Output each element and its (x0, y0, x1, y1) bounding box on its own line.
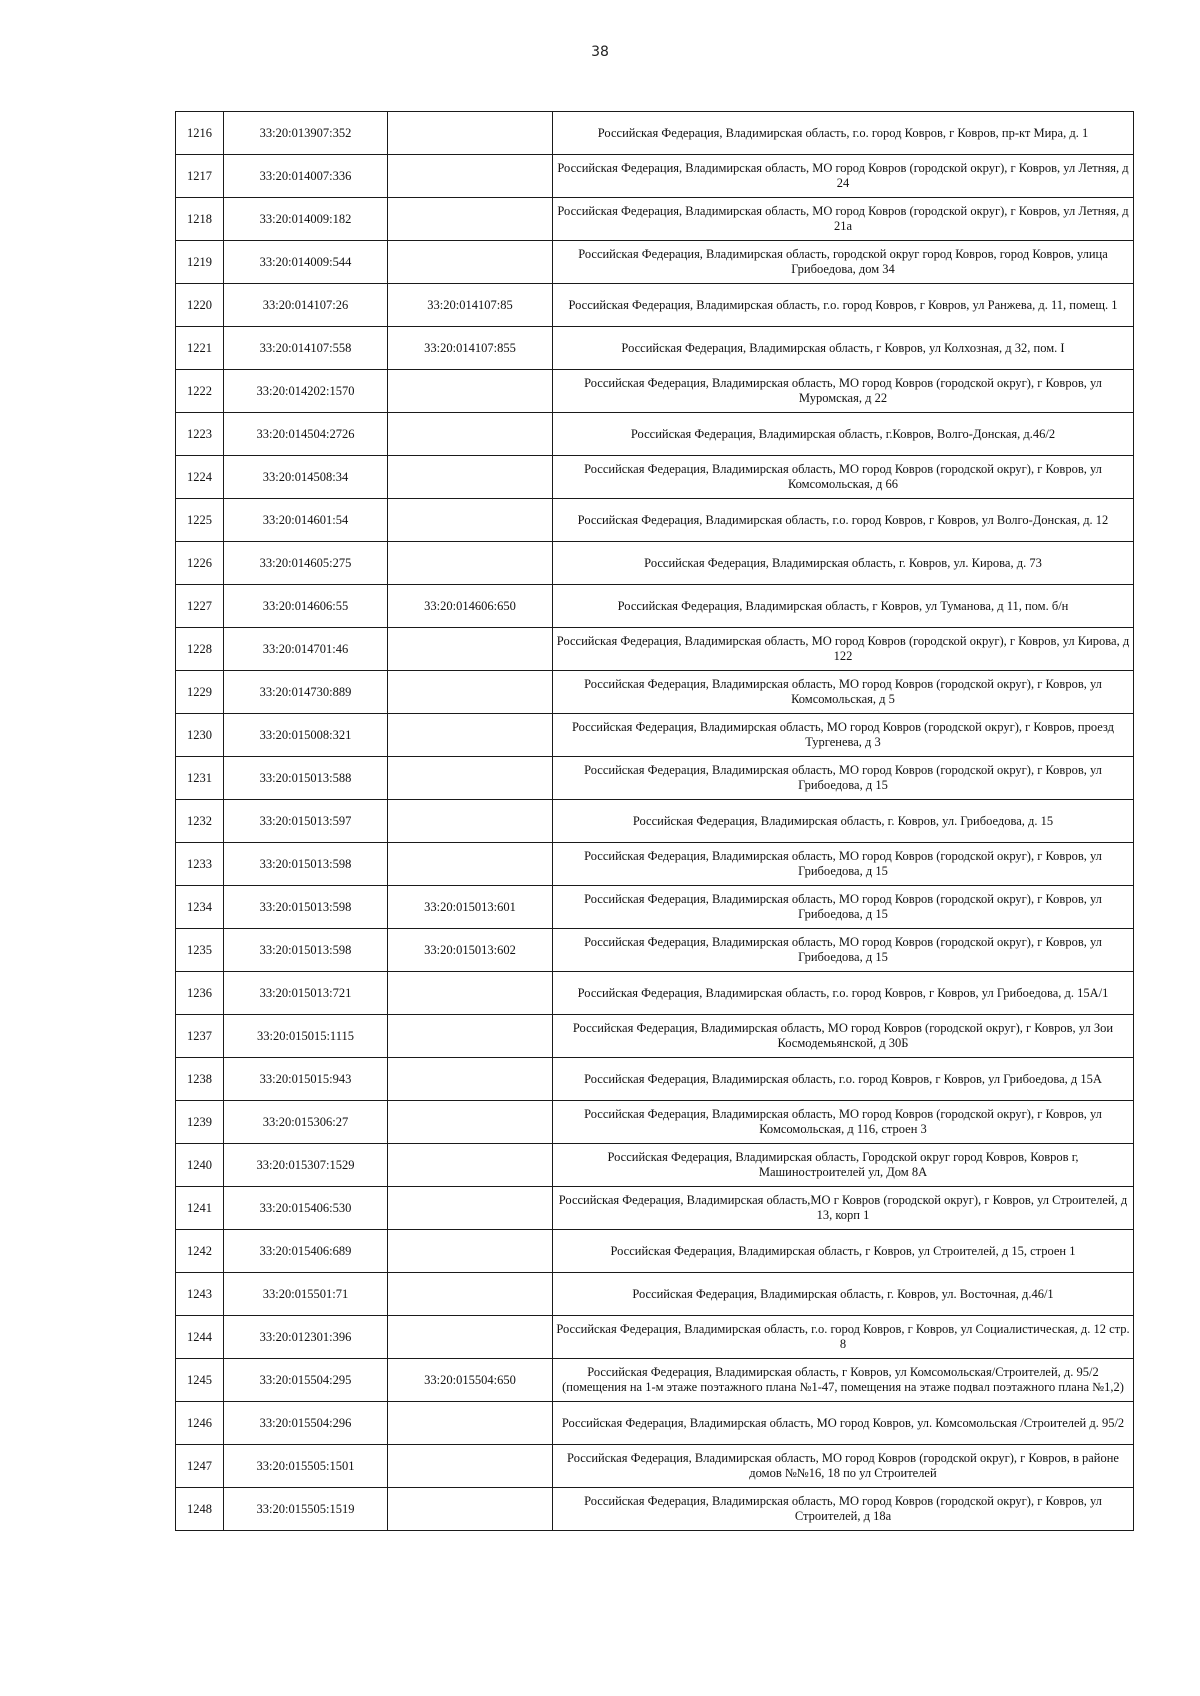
premises-cadastral-cell: 33:20:015504:650 (388, 1359, 553, 1402)
premises-cadastral-cell (388, 714, 553, 757)
address-cell: Российская Федерация, Владимирская область, г.о. город Ковров, г Ковров, ул Грибоедова, д 15А (553, 1058, 1134, 1101)
cadastral-number-cell: 33:20:015008:321 (224, 714, 388, 757)
address-cell: Российская Федерация, Владимирская область, МО город Ковров (городской округ), г Ковров, ул Кирова, д 122 (553, 628, 1134, 671)
table-row (176, 413, 1134, 456)
cadastral-number-cell: 33:20:015504:296 (224, 1402, 388, 1445)
address-cell: Российская Федерация, Владимирская область, г Ковров, ул Строителей, д 15, строен 1 (553, 1230, 1134, 1273)
cadastral-number-cell: 33:20:014601:54 (224, 499, 388, 542)
row-number-cell: 1221 (176, 327, 224, 370)
cadastral-number-cell: 33:20:014730:889 (224, 671, 388, 714)
address-cell: Российская Федерация, Владимирская область, МО город Ковров (городской округ), г Ковров, в районе домов №№16, 18 по ул Строителей (553, 1445, 1134, 1488)
premises-cadastral-cell (388, 843, 553, 886)
premises-cadastral-cell (388, 1488, 553, 1531)
row-number-cell: 1234 (176, 886, 224, 929)
row-number-cell: 1248 (176, 1488, 224, 1531)
table-row (176, 241, 1134, 284)
table-row (176, 1273, 1134, 1316)
cadastral-number-cell: 33:20:014606:55 (224, 585, 388, 628)
row-number-cell: 1232 (176, 800, 224, 843)
premises-cadastral-cell (388, 413, 553, 456)
table-row (176, 843, 1134, 886)
row-number-cell: 1225 (176, 499, 224, 542)
table-row (176, 1101, 1134, 1144)
premises-cadastral-cell (388, 1316, 553, 1359)
cadastral-number-cell: 33:20:014007:336 (224, 155, 388, 198)
address-cell: Российская Федерация, Владимирская область, г.о. город Ковров, г Ковров, пр-кт Мира, д. 1 (553, 112, 1134, 155)
table-row (176, 1187, 1134, 1230)
row-number-cell: 1246 (176, 1402, 224, 1445)
address-cell: Российская Федерация, Владимирская область, Городской округ город Ковров, Ковров г, Машиностроителей ул, Дом 8А (553, 1144, 1134, 1187)
cadastral-number-cell: 33:20:015505:1501 (224, 1445, 388, 1488)
premises-cadastral-cell (388, 800, 553, 843)
row-number-cell: 1247 (176, 1445, 224, 1488)
table-row (176, 456, 1134, 499)
table-row (176, 1402, 1134, 1445)
premises-cadastral-cell: 33:20:014606:650 (388, 585, 553, 628)
cadastral-number-cell: 33:20:015501:71 (224, 1273, 388, 1316)
cadastral-number-cell: 33:20:012301:396 (224, 1316, 388, 1359)
premises-cadastral-cell (388, 1230, 553, 1273)
table-row (176, 1015, 1134, 1058)
premises-cadastral-cell: 33:20:015013:601 (388, 886, 553, 929)
row-number-cell: 1220 (176, 284, 224, 327)
cadastral-number-cell: 33:20:014009:544 (224, 241, 388, 284)
address-cell: Российская Федерация, Владимирская область, г.о. город Ковров, г Ковров, ул Ранжева, д. 11, помещ. 1 (553, 284, 1134, 327)
cadastral-number-cell: 33:20:015015:943 (224, 1058, 388, 1101)
cadastral-number-cell: 33:20:014504:2726 (224, 413, 388, 456)
table-row (176, 112, 1134, 155)
table-row (176, 284, 1134, 327)
cadastral-number-cell: 33:20:015013:598 (224, 843, 388, 886)
address-cell: Российская Федерация, Владимирская область,МО г Ковров (городской округ), г Ковров, ул Строителей, д 13, корп 1 (553, 1187, 1134, 1230)
address-cell: Российская Федерация, Владимирская область, МО город Ковров (городской округ), г Ковров, ул Комсомольская, д 5 (553, 671, 1134, 714)
cadastral-number-cell: 33:20:013907:352 (224, 112, 388, 155)
row-number-cell: 1241 (176, 1187, 224, 1230)
premises-cadastral-cell (388, 1402, 553, 1445)
cadastral-number-cell: 33:20:015013:598 (224, 886, 388, 929)
cadastral-number-cell: 33:20:015306:27 (224, 1101, 388, 1144)
table-row (176, 1445, 1134, 1488)
row-number-cell: 1224 (176, 456, 224, 499)
address-cell: Российская Федерация, Владимирская область, МО город Ковров (городской округ), г Ковров, ул Комсомольская, д 116, строен 3 (553, 1101, 1134, 1144)
cadastral-number-cell: 33:20:015013:597 (224, 800, 388, 843)
row-number-cell: 1218 (176, 198, 224, 241)
address-cell: Российская Федерация, Владимирская область, МО город Ковров (городской округ), г Ковров, ул Грибоедова, д 15 (553, 886, 1134, 929)
cadastral-number-cell: 33:20:014009:182 (224, 198, 388, 241)
address-cell: Российская Федерация, Владимирская область, г. Ковров, ул. Кирова, д. 73 (553, 542, 1134, 585)
address-cell: Российская Федерация, Владимирская область, г Ковров, ул Туманова, д 11, пом. б/н (553, 585, 1134, 628)
address-cell: Российская Федерация, Владимирская область, МО город Ковров (городской округ), г Ковров, ул Строителей, д 18а (553, 1488, 1134, 1531)
premises-cadastral-cell (388, 198, 553, 241)
row-number-cell: 1231 (176, 757, 224, 800)
address-cell: Российская Федерация, Владимирская область, г. Ковров, ул. Грибоедова, д. 15 (553, 800, 1134, 843)
cadastral-number-cell: 33:20:014107:558 (224, 327, 388, 370)
table-row (176, 800, 1134, 843)
address-cell: Российская Федерация, Владимирская область, МО город Ковров (городской округ), г Ковров, ул Муромская, д 22 (553, 370, 1134, 413)
address-cell: Российская Федерация, Владимирская область, МО город Ковров (городской округ), г Ковров, ул Летняя, д 24 (553, 155, 1134, 198)
cadastral-number-cell: 33:20:015013:598 (224, 929, 388, 972)
premises-cadastral-cell: 33:20:015013:602 (388, 929, 553, 972)
table-row (176, 1359, 1134, 1402)
cadastral-number-cell: 33:20:014202:1570 (224, 370, 388, 413)
cadastral-number-cell: 33:20:015406:689 (224, 1230, 388, 1273)
registry-table (175, 111, 1134, 1531)
premises-cadastral-cell (388, 499, 553, 542)
premises-cadastral-cell (388, 542, 553, 585)
row-number-cell: 1240 (176, 1144, 224, 1187)
cadastral-number-cell: 33:20:015013:588 (224, 757, 388, 800)
table-row (176, 929, 1134, 972)
page-number: 38 (591, 44, 609, 60)
row-number-cell: 1226 (176, 542, 224, 585)
address-cell: Российская Федерация, Владимирская область, г.о. город Ковров, г Ковров, ул Социалистическая, д. 12 стр. 8 (553, 1316, 1134, 1359)
table-row (176, 155, 1134, 198)
row-number-cell: 1242 (176, 1230, 224, 1273)
row-number-cell: 1245 (176, 1359, 224, 1402)
premises-cadastral-cell (388, 628, 553, 671)
row-number-cell: 1244 (176, 1316, 224, 1359)
table-row (176, 198, 1134, 241)
address-cell: Российская Федерация, Владимирская область, г Ковров, ул Колхозная, д 32, пом. I (553, 327, 1134, 370)
premises-cadastral-cell (388, 972, 553, 1015)
table-row (176, 1316, 1134, 1359)
address-cell: Российская Федерация, Владимирская область, г.о. город Ковров, г Ковров, ул Волго-Донская, д. 12 (553, 499, 1134, 542)
row-number-cell: 1217 (176, 155, 224, 198)
premises-cadastral-cell (388, 1144, 553, 1187)
premises-cadastral-cell (388, 1015, 553, 1058)
row-number-cell: 1243 (176, 1273, 224, 1316)
premises-cadastral-cell (388, 1273, 553, 1316)
premises-cadastral-cell (388, 1187, 553, 1230)
table-row (176, 886, 1134, 929)
table-row (176, 757, 1134, 800)
row-number-cell: 1235 (176, 929, 224, 972)
address-cell: Российская Федерация, Владимирская область, г. Ковров, ул. Восточная, д.46/1 (553, 1273, 1134, 1316)
row-number-cell: 1222 (176, 370, 224, 413)
address-cell: Российская Федерация, Владимирская область, МО город Ковров (городской округ), г Ковров, ул Грибоедова, д 15 (553, 757, 1134, 800)
table-row (176, 542, 1134, 585)
premises-cadastral-cell (388, 1445, 553, 1488)
premises-cadastral-cell (388, 1058, 553, 1101)
table-row (176, 1230, 1134, 1273)
table-row (176, 499, 1134, 542)
row-number-cell: 1237 (176, 1015, 224, 1058)
cadastral-number-cell: 33:20:015307:1529 (224, 1144, 388, 1187)
premises-cadastral-cell: 33:20:014107:85 (388, 284, 553, 327)
address-cell: Российская Федерация, Владимирская область, МО город Ковров (городской округ), г Ковров, ул Комсомольская, д 66 (553, 456, 1134, 499)
table-row (176, 628, 1134, 671)
premises-cadastral-cell (388, 112, 553, 155)
table-row (176, 327, 1134, 370)
row-number-cell: 1233 (176, 843, 224, 886)
cadastral-number-cell: 33:20:015504:295 (224, 1359, 388, 1402)
cadastral-number-cell: 33:20:015505:1519 (224, 1488, 388, 1531)
cadastral-number-cell: 33:20:014605:275 (224, 542, 388, 585)
table-row (176, 585, 1134, 628)
table-row (176, 972, 1134, 1015)
row-number-cell: 1238 (176, 1058, 224, 1101)
row-number-cell: 1216 (176, 112, 224, 155)
premises-cadastral-cell (388, 370, 553, 413)
address-cell: Российская Федерация, Владимирская область, МО город Ковров (городской округ), г Ковров, ул Зои Космодемьянской, д 30Б (553, 1015, 1134, 1058)
premises-cadastral-cell (388, 757, 553, 800)
row-number-cell: 1229 (176, 671, 224, 714)
premises-cadastral-cell (388, 671, 553, 714)
address-cell: Российская Федерация, Владимирская область, МО город Ковров, ул. Комсомольская /Строителей д. 95/2 (553, 1402, 1134, 1445)
address-cell: Российская Федерация, Владимирская область, МО город Ковров (городской округ), г Ковров, ул Летняя, д 21а (553, 198, 1134, 241)
row-number-cell: 1236 (176, 972, 224, 1015)
table-row (176, 671, 1134, 714)
table-row (176, 1058, 1134, 1101)
address-cell: Российская Федерация, Владимирская область, МО город Ковров (городской округ), г Ковров, ул Грибоедова, д 15 (553, 929, 1134, 972)
cadastral-number-cell: 33:20:014701:46 (224, 628, 388, 671)
table-row (176, 370, 1134, 413)
table-row (176, 714, 1134, 757)
address-cell: Российская Федерация, Владимирская область, МО город Ковров (городской округ), г Ковров, проезд Тургенева, д 3 (553, 714, 1134, 757)
premises-cadastral-cell (388, 155, 553, 198)
row-number-cell: 1219 (176, 241, 224, 284)
cadastral-number-cell: 33:20:014508:34 (224, 456, 388, 499)
registry-body (176, 112, 1134, 1531)
premises-cadastral-cell (388, 456, 553, 499)
address-cell: Российская Федерация, Владимирская область, городской округ город Ковров, город Ковров, улица Грибоедова, дом 34 (553, 241, 1134, 284)
table-row (176, 1144, 1134, 1187)
address-cell: Российская Федерация, Владимирская область, г.Ковров, Волго-Донская, д.46/2 (553, 413, 1134, 456)
cadastral-number-cell: 33:20:015013:721 (224, 972, 388, 1015)
premises-cadastral-cell (388, 241, 553, 284)
row-number-cell: 1227 (176, 585, 224, 628)
address-cell: Российская Федерация, Владимирская область, г Ковров, ул Комсомольская/Строителей, д. 95/2 (помещения на 1-м этаже поэтажного плана №1-47, помещения на этаже подвал поэтажного плана №1,2) (553, 1359, 1134, 1402)
cadastral-number-cell: 33:20:015015:1115 (224, 1015, 388, 1058)
address-cell: Российская Федерация, Владимирская область, МО город Ковров (городской округ), г Ковров, ул Грибоедова, д 15 (553, 843, 1134, 886)
premises-cadastral-cell: 33:20:014107:855 (388, 327, 553, 370)
row-number-cell: 1223 (176, 413, 224, 456)
cadastral-number-cell: 33:20:014107:26 (224, 284, 388, 327)
address-cell: Российская Федерация, Владимирская область, г.о. город Ковров, г Ковров, ул Грибоедова, д. 15А/1 (553, 972, 1134, 1015)
premises-cadastral-cell (388, 1101, 553, 1144)
table-row (176, 1488, 1134, 1531)
cadastral-number-cell: 33:20:015406:530 (224, 1187, 388, 1230)
row-number-cell: 1239 (176, 1101, 224, 1144)
row-number-cell: 1230 (176, 714, 224, 757)
row-number-cell: 1228 (176, 628, 224, 671)
